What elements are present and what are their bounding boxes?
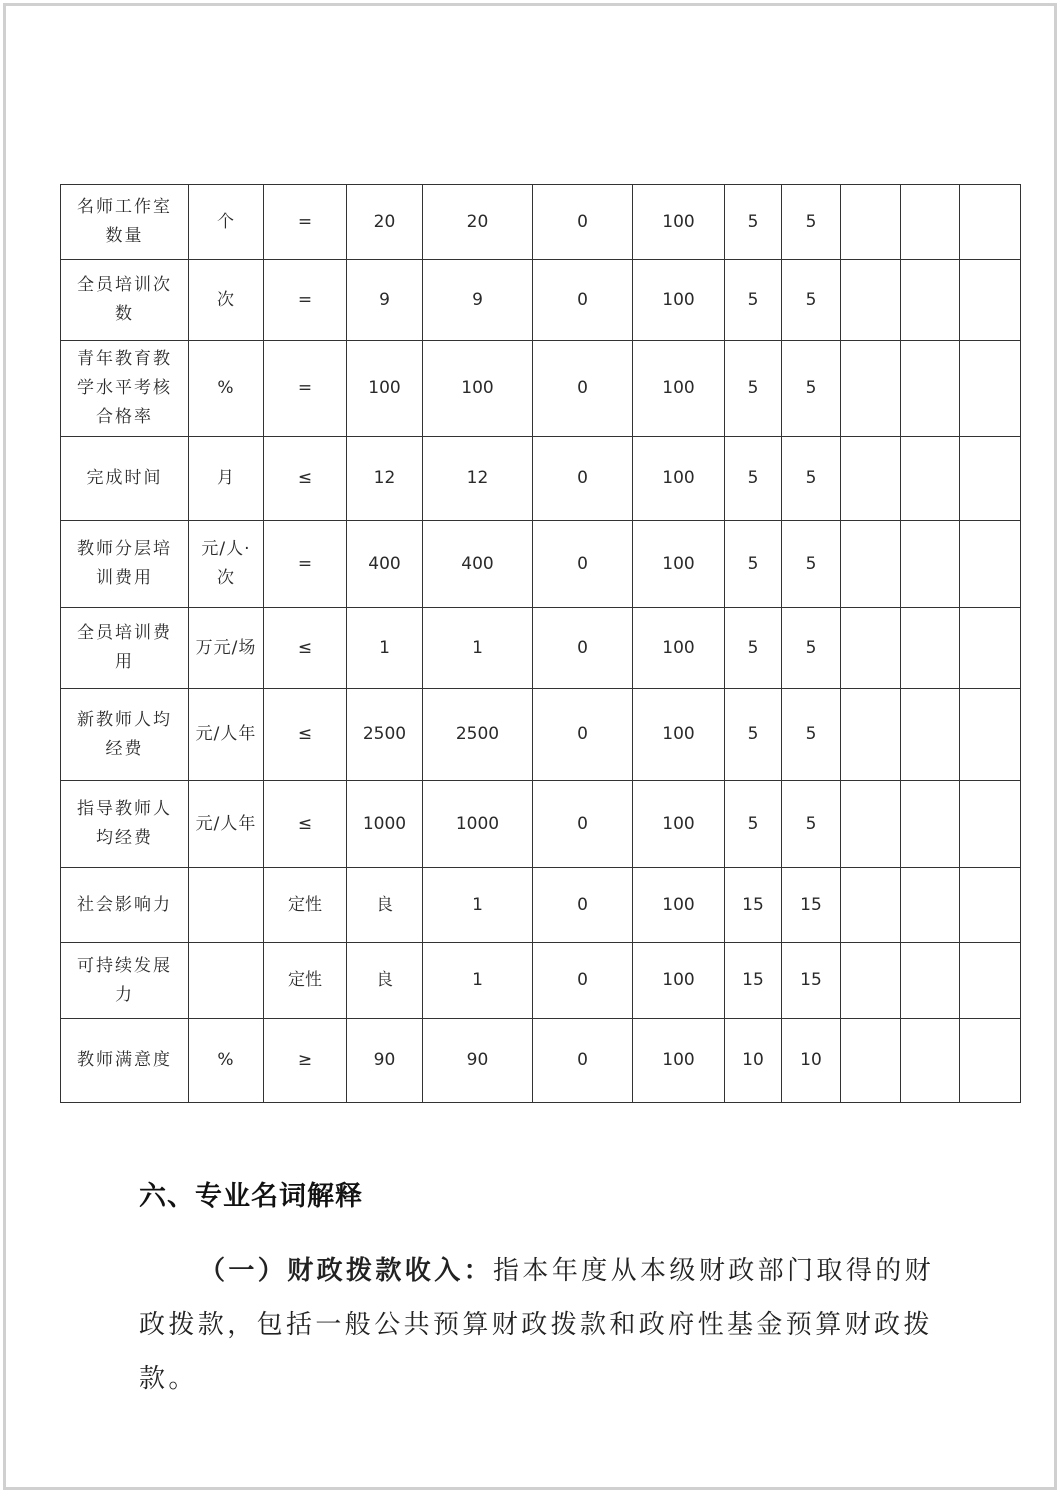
actual-value-cell: 100 (423, 341, 533, 437)
unit-cell: 万元/场 (189, 608, 264, 689)
definition-term: （一）财政拨款收入： (199, 1256, 494, 1286)
indicator-name-cell: 名师工作室数量 (61, 185, 189, 260)
table-row (61, 689, 1021, 781)
target-value-cell: 12 (347, 437, 423, 521)
value-cell: 0 (533, 185, 633, 260)
empty-cell (901, 260, 960, 341)
value-cell: 0 (533, 521, 633, 608)
unit-cell: % (189, 341, 264, 437)
unit-cell: 元/人年 (189, 689, 264, 781)
operator-cell: = (264, 341, 347, 437)
empty-cell (901, 1019, 960, 1103)
target-value-cell: 1 (347, 608, 423, 689)
value-cell: 100 (633, 943, 725, 1019)
indicator-name-cell: 教师满意度 (61, 1019, 189, 1103)
table-row (61, 608, 1021, 689)
operator-cell: 定性 (264, 943, 347, 1019)
empty-cell (841, 943, 901, 1019)
empty-cell (901, 781, 960, 868)
unit-cell: 元/人年 (189, 781, 264, 868)
table-row (61, 521, 1021, 608)
actual-value-cell: 1000 (423, 781, 533, 868)
value-cell: 0 (533, 781, 633, 868)
empty-cell (841, 521, 901, 608)
unit-cell (189, 868, 264, 943)
operator-cell: ≥ (264, 1019, 347, 1103)
empty-cell (841, 689, 901, 781)
empty-cell (901, 185, 960, 260)
actual-value-cell: 2500 (423, 689, 533, 781)
empty-cell (841, 185, 901, 260)
indicator-name-cell: 青年教育教学水平考核合格率 (61, 341, 189, 437)
actual-value-cell: 20 (423, 185, 533, 260)
value-cell: 100 (633, 608, 725, 689)
definition-text: 指本年度从本级财政部门取得的财政拨款，包括一般公共预算财政拨款和政府性基金预算财政拨款。 (139, 1256, 935, 1394)
score-cell: 5 (782, 341, 841, 437)
target-value-cell: 2500 (347, 689, 423, 781)
empty-cell (841, 608, 901, 689)
empty-cell (841, 1019, 901, 1103)
score-cell: 5 (782, 608, 841, 689)
score-cell: 10 (782, 1019, 841, 1103)
empty-cell (960, 521, 1021, 608)
empty-cell (960, 1019, 1021, 1103)
empty-cell (841, 437, 901, 521)
score-cell: 15 (782, 943, 841, 1019)
table-row (61, 1019, 1021, 1103)
weight-cell: 10 (725, 1019, 782, 1103)
value-cell: 100 (633, 437, 725, 521)
operator-cell: ≤ (264, 608, 347, 689)
indicator-name-cell: 指导教师人均经费 (61, 781, 189, 868)
actual-value-cell: 1 (423, 943, 533, 1019)
actual-value-cell: 90 (423, 1019, 533, 1103)
indicator-name-cell: 全员培训费用 (61, 608, 189, 689)
actual-value-cell: 12 (423, 437, 533, 521)
weight-cell: 5 (725, 608, 782, 689)
indicator-name-cell: 全员培训次数 (61, 260, 189, 341)
value-cell: 100 (633, 689, 725, 781)
empty-cell (960, 185, 1021, 260)
value-cell: 0 (533, 943, 633, 1019)
weight-cell: 5 (725, 260, 782, 341)
empty-cell (841, 781, 901, 868)
empty-cell (960, 781, 1021, 868)
empty-cell (901, 437, 960, 521)
value-cell: 0 (533, 260, 633, 341)
target-value-cell: 90 (347, 1019, 423, 1103)
empty-cell (960, 608, 1021, 689)
empty-cell (960, 943, 1021, 1019)
value-cell: 0 (533, 689, 633, 781)
value-cell: 100 (633, 781, 725, 868)
score-cell: 5 (782, 185, 841, 260)
table-row (61, 260, 1021, 341)
empty-cell (841, 260, 901, 341)
unit-cell: 个 (189, 185, 264, 260)
indicator-name-cell: 新教师人均经费 (61, 689, 189, 781)
value-cell: 100 (633, 868, 725, 943)
unit-cell: % (189, 1019, 264, 1103)
value-cell: 100 (633, 341, 725, 437)
operator-cell: ≤ (264, 781, 347, 868)
score-cell: 5 (782, 781, 841, 868)
unit-cell: 月 (189, 437, 264, 521)
weight-cell: 5 (725, 185, 782, 260)
unit-cell (189, 943, 264, 1019)
value-cell: 0 (533, 437, 633, 521)
value-cell: 100 (633, 521, 725, 608)
value-cell: 100 (633, 1019, 725, 1103)
operator-cell: ≤ (264, 689, 347, 781)
section-heading: 六、专业名词解释 (139, 1181, 363, 1212)
score-cell: 5 (782, 437, 841, 521)
empty-cell (960, 341, 1021, 437)
indicator-name-cell: 可持续发展力 (61, 943, 189, 1019)
actual-value-cell: 400 (423, 521, 533, 608)
value-cell: 0 (533, 341, 633, 437)
operator-cell: 定性 (264, 868, 347, 943)
weight-cell: 5 (725, 781, 782, 868)
unit-cell: 元/人·次 (189, 521, 264, 608)
empty-cell (901, 521, 960, 608)
value-cell: 0 (533, 868, 633, 943)
empty-cell (960, 868, 1021, 943)
value-cell: 0 (533, 608, 633, 689)
score-cell: 5 (782, 689, 841, 781)
indicator-name-cell: 教师分层培训费用 (61, 521, 189, 608)
operator-cell: = (264, 521, 347, 608)
target-value-cell: 良 (347, 943, 423, 1019)
table-row (61, 437, 1021, 521)
performance-indicator-table (60, 184, 1021, 1103)
empty-cell (901, 943, 960, 1019)
weight-cell: 15 (725, 868, 782, 943)
target-value-cell: 100 (347, 341, 423, 437)
target-value-cell: 1000 (347, 781, 423, 868)
target-value-cell: 20 (347, 185, 423, 260)
weight-cell: 5 (725, 437, 782, 521)
indicator-name-cell: 完成时间 (61, 437, 189, 521)
empty-cell (901, 868, 960, 943)
target-value-cell: 良 (347, 868, 423, 943)
actual-value-cell: 1 (423, 868, 533, 943)
table-row (61, 781, 1021, 868)
empty-cell (841, 868, 901, 943)
actual-value-cell: 1 (423, 608, 533, 689)
empty-cell (901, 608, 960, 689)
value-cell: 0 (533, 1019, 633, 1103)
weight-cell: 5 (725, 521, 782, 608)
score-cell: 5 (782, 260, 841, 341)
empty-cell (901, 341, 960, 437)
table-row (61, 185, 1021, 260)
empty-cell (960, 689, 1021, 781)
target-value-cell: 400 (347, 521, 423, 608)
document-page (3, 3, 1057, 1490)
empty-cell (841, 341, 901, 437)
empty-cell (960, 437, 1021, 521)
operator-cell: = (264, 260, 347, 341)
score-cell: 15 (782, 868, 841, 943)
weight-cell: 5 (725, 689, 782, 781)
table-row (61, 868, 1021, 943)
score-cell: 5 (782, 521, 841, 608)
indicator-name-cell: 社会影响力 (61, 868, 189, 943)
definition-paragraph (139, 1244, 939, 1406)
empty-cell (960, 260, 1021, 341)
table-row (61, 943, 1021, 1019)
weight-cell: 15 (725, 943, 782, 1019)
empty-cell (901, 689, 960, 781)
actual-value-cell: 9 (423, 260, 533, 341)
operator-cell: = (264, 185, 347, 260)
value-cell: 100 (633, 260, 725, 341)
target-value-cell: 9 (347, 260, 423, 341)
unit-cell: 次 (189, 260, 264, 341)
weight-cell: 5 (725, 341, 782, 437)
value-cell: 100 (633, 185, 725, 260)
operator-cell: ≤ (264, 437, 347, 521)
table-row (61, 341, 1021, 437)
